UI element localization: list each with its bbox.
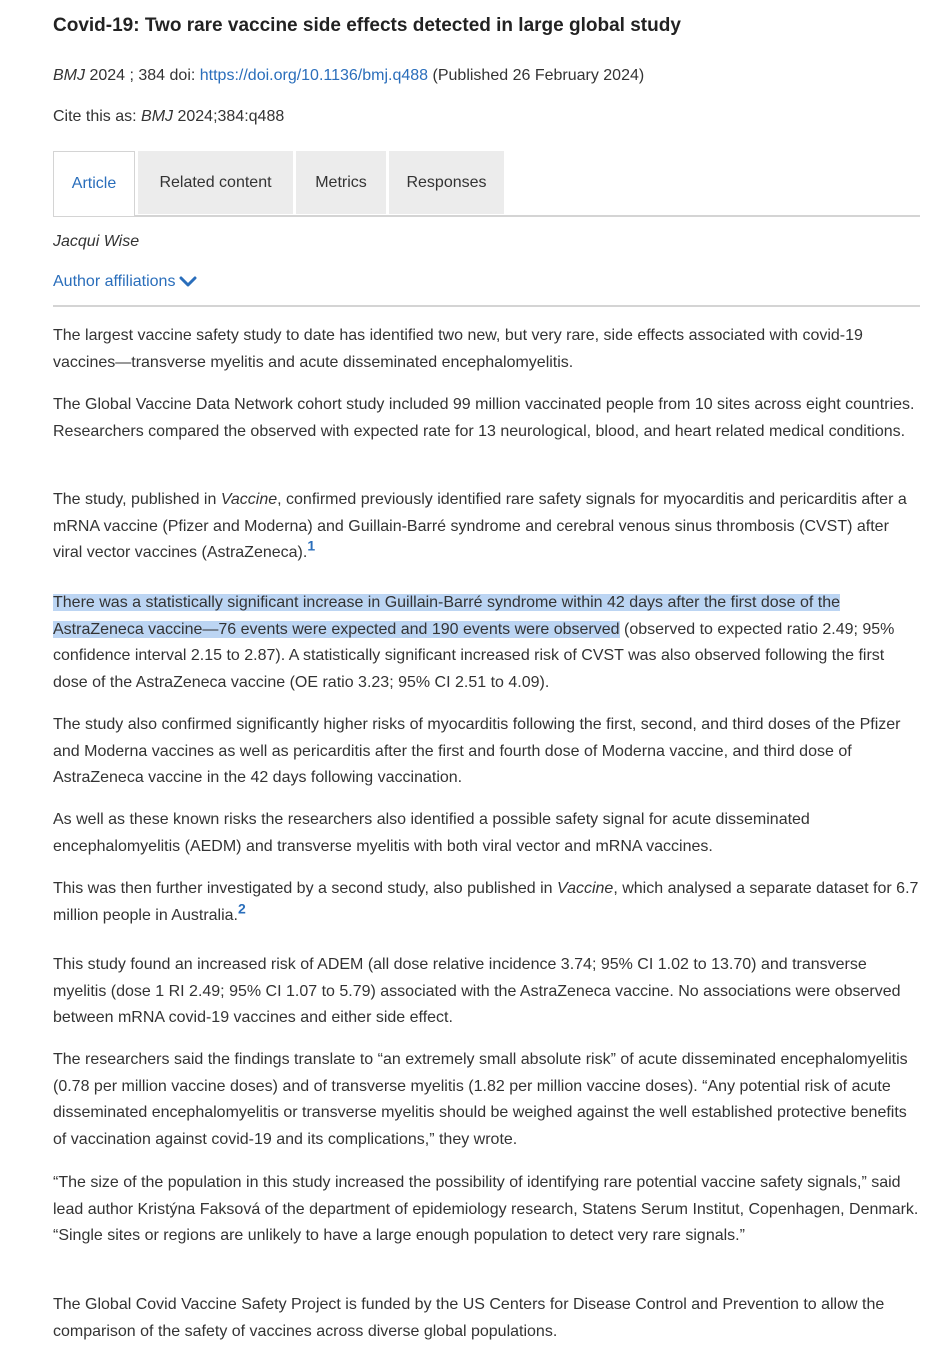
author-affiliations-toggle[interactable]	[53, 273, 197, 291]
paragraph-1: The largest vaccine safety study to date has identified two new, but very rare, side effects associated with covid-19 vaccines—transverse myelitis and acute disseminated encephalomyelitis.	[53, 327, 863, 371]
section-divider	[53, 305, 920, 307]
paragraph-3	[53, 487, 921, 567]
author-name: Jacqui Wise	[53, 233, 140, 250]
cite-prefix: Cite this as:	[53, 108, 142, 125]
doi-link[interactable]: https://doi.org/10.1136/bmj.q488	[199, 67, 429, 84]
p3-text-a: The study, published in	[53, 491, 221, 508]
paragraph-2: The Global Vaccine Data Network cohort study included 99 million vaccinated people from 10 sites across eight countries. Researchers compared the observed with expected rate for 13 neurological, blood, and heart related medical conditions.	[53, 396, 915, 440]
p3-text-c: , confirmed previously identified rare safety signals for myocarditis and pericarditis after a mRNA vaccine (Pfizer and Moderna) and Guillain-Barré syndrome and cerebral venous sinus thrombosis (CVST) after viral vector vaccines (AstraZeneca).	[53, 491, 907, 561]
p7-text-c: , which analysed a separate dataset for 6.7 million people in Australia.	[53, 880, 919, 924]
tab-related-content[interactable]: Related content	[138, 151, 293, 214]
paragraph-6: As well as these known risks the researchers also identified a possible safety signal for acute disseminated encephalomyelitis (AEDM) and transverse myelitis with both viral vector and mRNA vaccines.	[53, 811, 810, 855]
article-tabs	[53, 151, 920, 217]
journal-name: BMJ	[53, 67, 85, 84]
tab-responses[interactable]: Responses	[389, 151, 504, 214]
paragraph-5: The study also confirmed significantly higher risks of myocarditis following the first, second, and third doses of the Pfizer and Moderna vaccines as well as pericarditis after the first and fourth dose of Moderna vaccine, and third dose of AstraZeneca vaccine in the 42 days following vaccination.	[53, 716, 901, 786]
p7-text-a: This was then further investigated by a second study, also published in	[53, 880, 557, 897]
paragraph-4	[53, 590, 921, 696]
paragraph-11: The Global Covid Vaccine Safety Project is funded by the US Centers for Disease Control and Prevention to allow the comparison of the safety of vaccines across diverse global populations.	[53, 1296, 885, 1340]
paragraph-10: “The size of the population in this study increased the possibility of identifying rare potential vaccine safety signals,” said lead author Kristýna Faksová of the department of epidemiology research, Statens Serum Institut, Copenhagen, Denmark. “Single sites or regions are unlikely to have a large enough population to detect very rare signals.”	[53, 1174, 919, 1244]
article-title: Covid-19: Two rare vaccine side effects detected in large global study	[53, 15, 681, 36]
paragraph-7	[53, 876, 921, 929]
p4-text-rest: (observed to expected ratio 2.49; 95% confidence interval 2.15 to 2.87). A statistically significant increased risk of CVST was also observed following the first dose of the AstraZeneca vaccine (OE ratio 3.23; 95% CI 2.51 to 4.09).	[53, 620, 895, 691]
tab-metrics[interactable]: Metrics	[296, 151, 386, 214]
tab-article[interactable]: Article	[53, 151, 135, 216]
paragraph-9: The researchers said the findings translate to “an extremely small absolute risk” of acute disseminated encephalomyelitis (0.78 per million vaccine doses) and of transverse myelitis (1.82 per million vaccine doses). “Any potential risk of acute disseminated encephalomyelitis or transverse myelitis should be weighed against the well established protective benefits of vaccination against covid-19 and its complications,” they wrote.	[53, 1051, 908, 1148]
cite-reference: 2024;384:q488	[173, 108, 285, 125]
journal-vaccine-2: Vaccine	[557, 880, 614, 897]
highlighted-text: There was a statistically significant increase in Guillain-Barré syndrome within 42 days after the first dose of the AstraZeneca vaccine—76 events were expected and 190 events were observed	[53, 594, 841, 638]
journal-vaccine: Vaccine	[220, 491, 278, 508]
affiliations-label: Author affiliations	[53, 273, 176, 290]
cite-journal: BMJ	[141, 108, 174, 125]
paragraph-8: This study found an increased risk of ADEM (all dose relative incidence 3.74; 95% CI 1.02 to 13.70) and transverse myelitis (dose 1 RI 2.49; 95% CI 1.07 to 5.79) associated with the AstraZeneca vaccine. No associations were observed between mRNA covid-19 vaccines and either side effect.	[53, 956, 901, 1026]
reference-2-link[interactable]: 2	[238, 900, 246, 917]
published-date: (Published 26 February 2024)	[428, 67, 645, 84]
citation-line	[53, 67, 644, 85]
chevron-down-icon	[179, 276, 197, 288]
year-volume: 2024 ; 384 doi:	[85, 67, 200, 84]
reference-1-link[interactable]: 1	[307, 537, 316, 554]
cite-as-line	[53, 108, 284, 126]
